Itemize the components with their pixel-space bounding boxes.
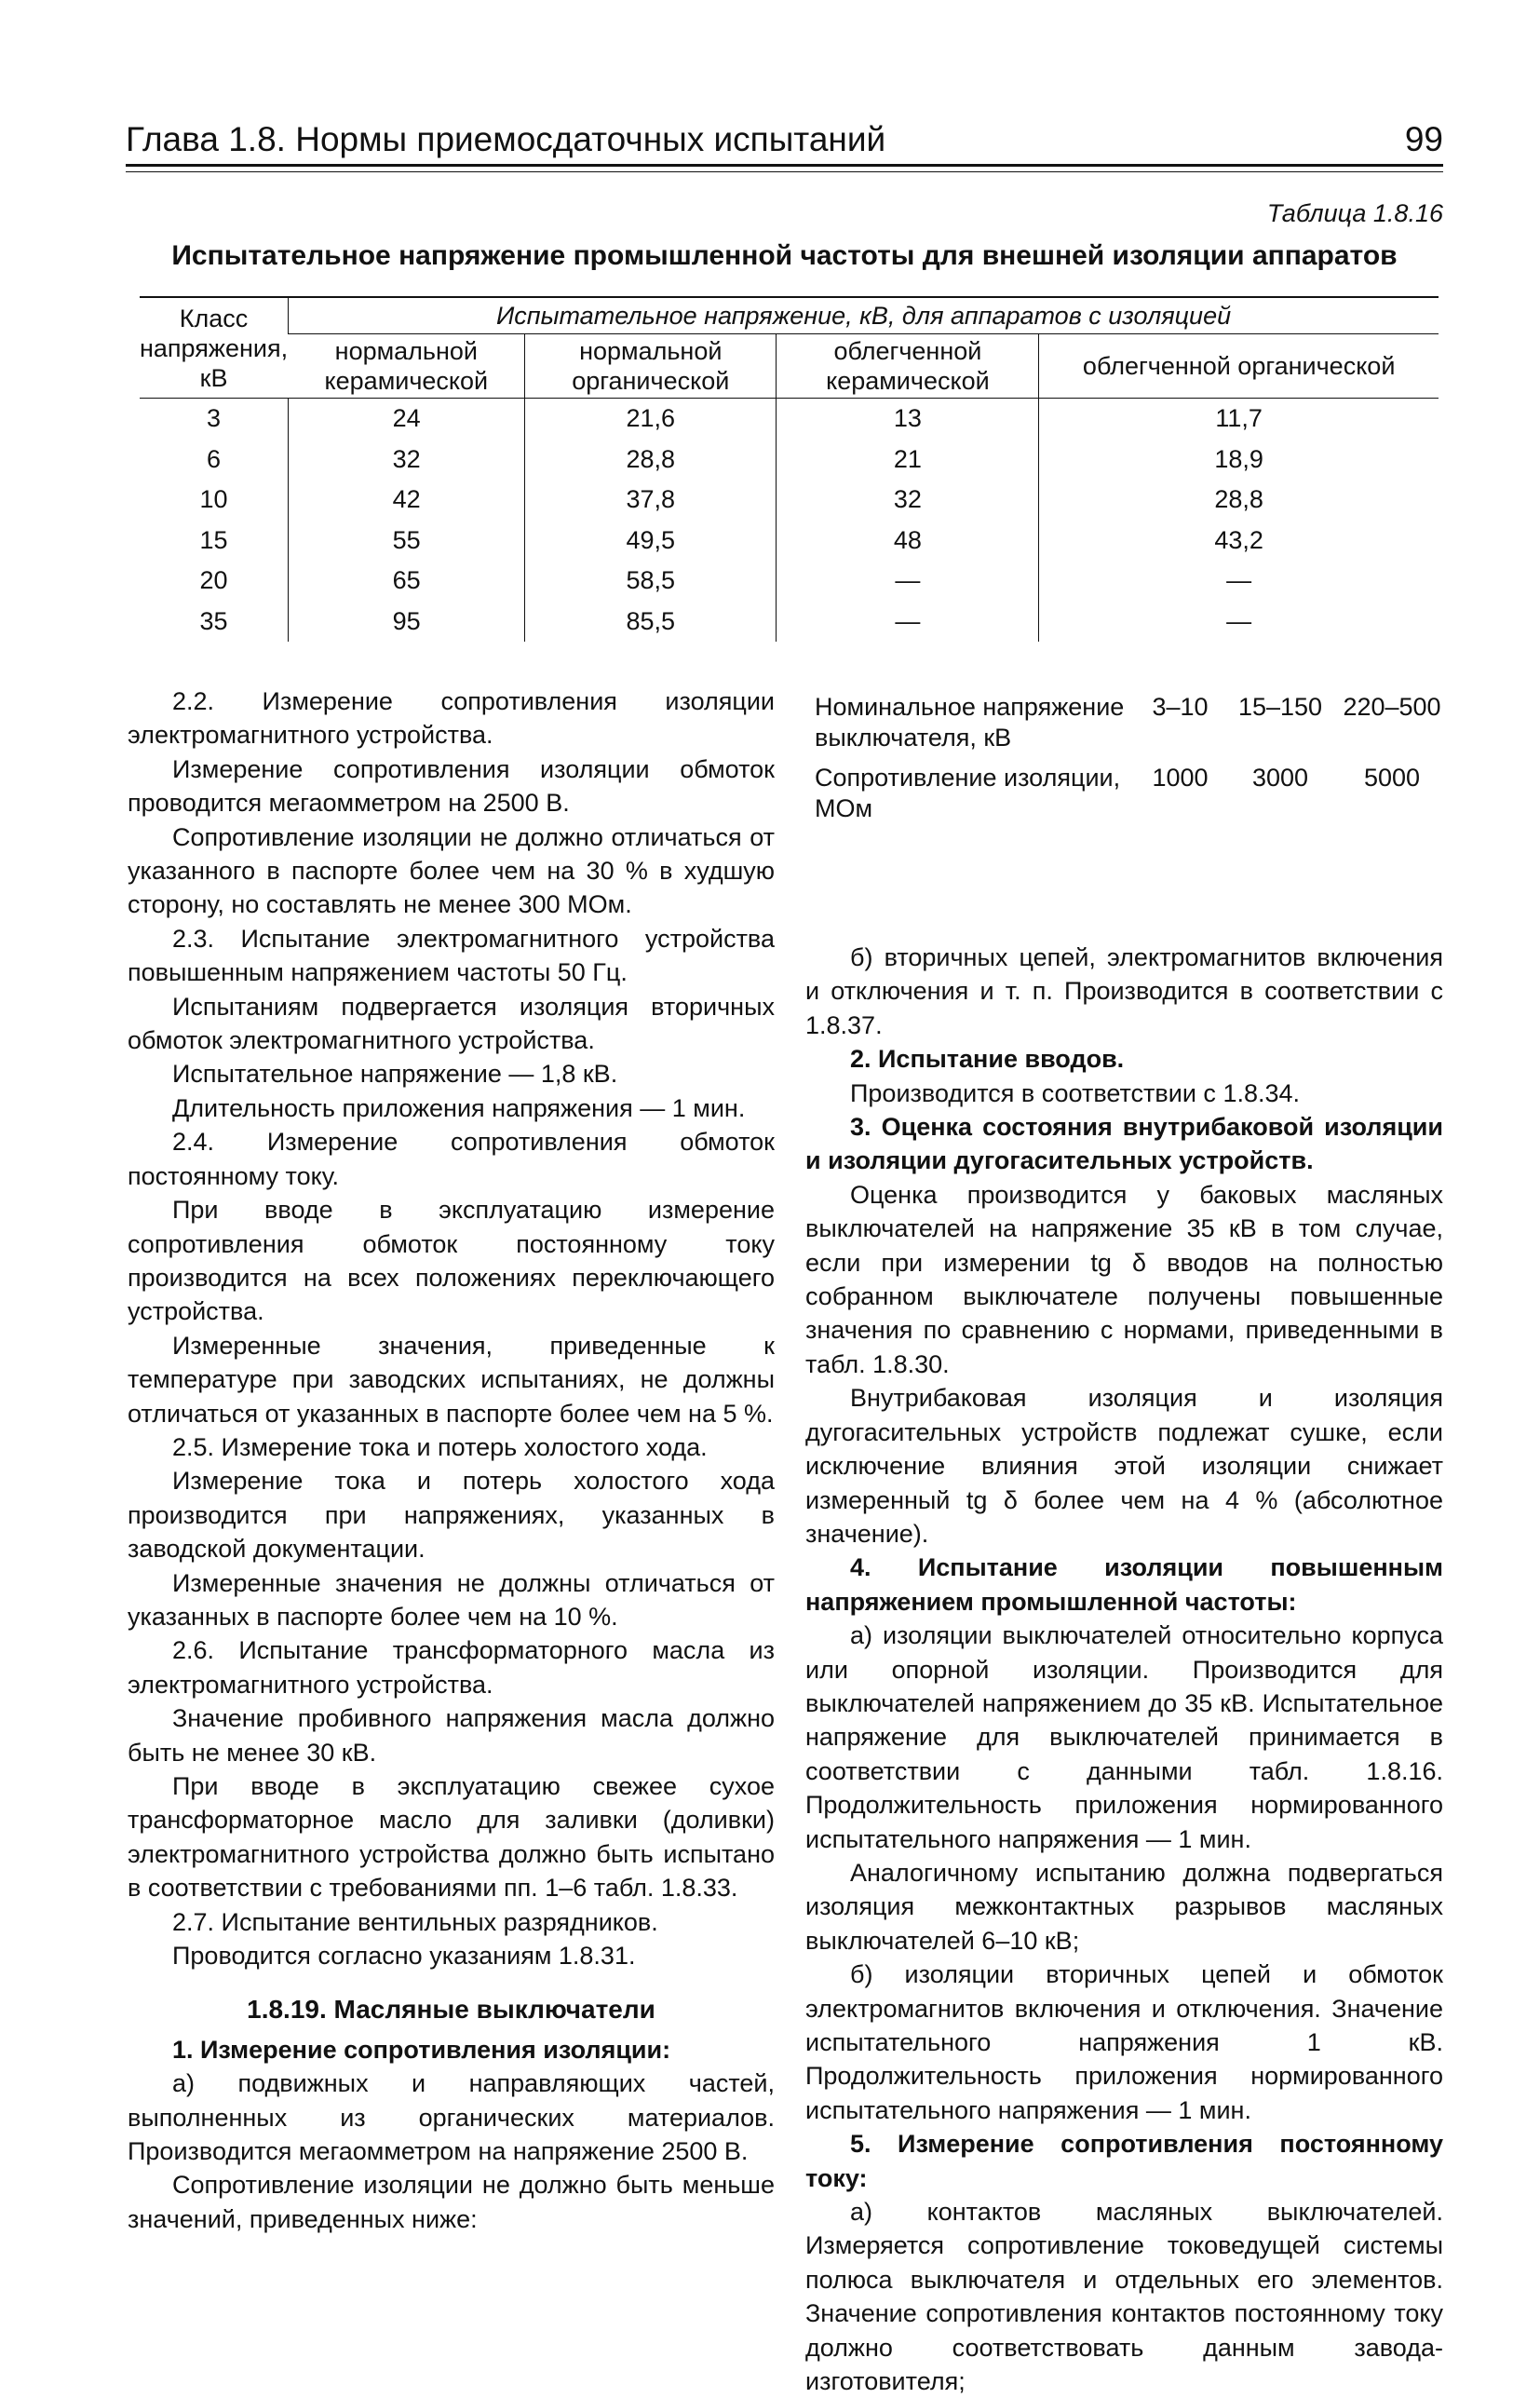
spec-label: Номинальное напряжение выключателя, кВ xyxy=(815,693,1125,752)
table-cell: 6 xyxy=(207,444,222,473)
spec-value: 5000 xyxy=(1363,764,1421,792)
paragraph: б) изоляции вторичных цепей и обмоток электромагнитов включения и отключения. Значение испытательного напряжения 1 кВ. Продолжительность приложения нормированного испытательного напряжения — 1 мин. xyxy=(805,1960,1443,2124)
spec-row xyxy=(815,692,1448,753)
table-cell: 13 xyxy=(777,399,1039,440)
table-row xyxy=(140,521,1439,562)
paragraph: 2.3. Испытание электромагнитного устройства повышенным напряжением частоты 50 Гц. xyxy=(128,924,775,987)
paragraph: Измеренные значения не должны отличаться от указанных в паспорте более чем на 10 %. xyxy=(128,1568,775,1631)
table-cell: 24 xyxy=(289,399,525,440)
table-cell: 95 xyxy=(289,602,525,643)
paragraph: 2.4. Измерение сопротивления обмоток постоянному току. xyxy=(128,1128,775,1190)
paragraph: Проводится согласно указаниям 1.8.31. xyxy=(172,1942,636,1971)
left-column xyxy=(128,684,775,2236)
insulation-resistance-table xyxy=(815,692,1448,833)
table-cell: 28,8 xyxy=(525,440,777,481)
class-header: Класс напряжения, кВ xyxy=(140,297,289,399)
test-voltage-span-header: Испытательное напряжение, кВ, для аппаратов с изоляцией xyxy=(289,297,1439,334)
table-cell: — xyxy=(777,602,1039,643)
paragraph: а) изоляции выключателей относительно корпуса или опорной изоляции. Производится для выключателей напряжением до 35 кВ. Испытательное напряжение для выключателей принимается в соответствии с данными табл. 1.8.16. Продолжительность приложения нормированного испытательного напряжения — 1 мин. xyxy=(805,1621,1443,1853)
table-cell: 32 xyxy=(289,440,525,481)
paragraph: 2.5. Измерение тока и потерь холостого хода. xyxy=(172,1432,708,1461)
table-cell: 49,5 xyxy=(525,521,777,562)
subsection-heading: 3. Оценка состояния внутрибаковой изоляции и изоляции дугогасительных устройств. xyxy=(805,1113,1443,1175)
table-row xyxy=(140,399,1439,440)
paragraph: Измерение сопротивления изоляции обмоток проводится мегаомметром на 2500 В. xyxy=(128,754,775,818)
paragraph: При вводе в эксплуатацию измерение сопротивления обмоток постоянному току производится на всех положениях переключающего устройства. xyxy=(128,1196,775,1326)
paragraph: Измеренные значения, приведенные к температуре при заводских испытаниях, не должны отличаться от указанных в паспорте более чем на 5 %. xyxy=(128,1331,775,1428)
table-cell: 21 xyxy=(777,440,1039,481)
table-row xyxy=(140,561,1439,602)
table-body xyxy=(140,399,1439,643)
subsection-heading: 1. Измерение сопротивления изоляции: xyxy=(172,2035,671,2064)
table-cell: 10 xyxy=(199,485,228,513)
table-cell: 35 xyxy=(199,606,228,635)
paragraph: 2.7. Испытание вентильных разрядников. xyxy=(172,1907,658,1936)
paragraph: Аналогичному испытанию должна подвергаться изоляция межконтактных разрывов масляных выключателей 6–10 кВ; xyxy=(805,1858,1443,1955)
paragraph: Испытаниям подвергается изоляция вторичных обмоток электромагнитного устройства. xyxy=(128,992,775,1055)
paragraph: Производится в соответствии с 1.8.34. xyxy=(850,1078,1301,1107)
spec-row xyxy=(815,763,1448,824)
table-label: Таблица 1.8.16 xyxy=(1266,199,1443,227)
paragraph: а) контактов масляных выключателей. Измеряется сопротивление токоведущей системы полюса выключателя и отдельных его элементов. Значение сопротивления контактов постоянному току должно соответствовать данным завода-изготовителя; xyxy=(805,2198,1443,2396)
header-rule-thick xyxy=(126,164,1443,167)
subsection-heading: 2. Испытание вводов. xyxy=(850,1045,1125,1074)
table-cell: 32 xyxy=(777,480,1039,521)
table-row xyxy=(140,602,1439,643)
paragraph: Сопротивление изоляции не должно отличаться от указанного в паспорте более чем на 30 % в худшую сторону, но составлять не менее 300 МОм. xyxy=(128,822,775,919)
table-cell: 11,7 xyxy=(1039,399,1439,440)
spec-value: 3–10 xyxy=(1152,693,1209,721)
paragraph: Сопротивление изоляции не должно быть меньше значений, приведенных ниже: xyxy=(128,2171,775,2233)
table-cell: — xyxy=(1039,602,1439,643)
paragraph: Внутрибаковая изоляция и изоляция дугогасительных устройств подлежат сушке, если исключение влияния этой изоляции снижает измеренный tg δ более чем на 4 % (абсолютное значение). xyxy=(805,1384,1443,1548)
table-cell: — xyxy=(777,561,1039,602)
spec-value: 220–500 xyxy=(1343,693,1441,721)
paragraph: При вводе в эксплуатацию свежее сухое трансформаторное масло для заливки (доливки) электромагнитного устройства должно быть испытано в соответствии с требованиями пп. 1–6 табл. 1.8.33. xyxy=(128,1772,775,1903)
table-cell: 85,5 xyxy=(525,602,777,643)
col-header-light-organic: облегченной органической xyxy=(1039,334,1439,399)
table-cell: 28,8 xyxy=(1039,480,1439,521)
subsection-heading: 5. Измерение сопротивления постоянному току: xyxy=(805,2130,1443,2192)
table-row xyxy=(140,440,1439,481)
table-row xyxy=(140,480,1439,521)
test-voltage-table xyxy=(140,296,1439,642)
paragraph: Значение пробивного напряжения масла должно быть не менее 30 кВ. xyxy=(128,1704,775,1767)
header-rule-thin xyxy=(126,171,1443,172)
spec-value: 15–150 xyxy=(1237,693,1323,721)
col-header-light-ceramic: облегченной керамической xyxy=(777,334,1039,399)
table-cell: 58,5 xyxy=(525,561,777,602)
table-cell: — xyxy=(1039,561,1439,602)
table-cell: 43,2 xyxy=(1039,521,1439,562)
spec-value: 3000 xyxy=(1251,764,1309,792)
table-cell: 42 xyxy=(289,480,525,521)
paragraph: Испытательное напряжение — 1,8 кВ. xyxy=(172,1060,618,1089)
table-cell: 65 xyxy=(289,561,525,602)
section-heading: 1.8.19. Масляные выключатели xyxy=(247,1995,655,2025)
col-header-normal-organic: нормальной органической xyxy=(525,334,777,399)
table-cell: 55 xyxy=(289,521,525,562)
table-cell: 18,9 xyxy=(1039,440,1439,481)
spec-value: 1000 xyxy=(1152,764,1209,792)
table-title: Испытательное напряжение промышленной частоты для внешней изоляции аппаратов xyxy=(171,240,1398,271)
running-header xyxy=(126,119,1443,160)
paragraph: Измерение тока и потерь холостого хода производится при напряжениях, указанных в заводской документации. xyxy=(128,1467,775,1564)
spec-label: Сопротивление изоляции, МОм xyxy=(815,764,1121,822)
chapter-title: Глава 1.8. Нормы приемосдаточных испытаний xyxy=(126,120,886,158)
table-cell: 37,8 xyxy=(525,480,777,521)
subsection-heading: 4. Испытание изоляции повышенным напряжением промышленной частоты: xyxy=(805,1553,1443,1616)
paragraph: б) вторичных цепей, электромагнитов включения и отключения и т. п. Производится в соответствии с 1.8.37. xyxy=(805,943,1443,1039)
table-cell: 48 xyxy=(777,521,1039,562)
table-cell: 3 xyxy=(207,404,222,432)
table-cell: 15 xyxy=(199,525,228,554)
paragraph: Длительность приложения напряжения — 1 мин. xyxy=(172,1093,746,1122)
paragraph: 2.6. Испытание трансформаторного масла из электромагнитного устройства. xyxy=(128,1636,775,1699)
table-cell: 20 xyxy=(199,566,228,594)
paragraph: 2.2. Измерение сопротивления изоляции электромагнитного устройства. xyxy=(128,687,775,750)
table-cell: 21,6 xyxy=(525,399,777,440)
col-header-normal-ceramic: нормальной керамической xyxy=(289,334,525,399)
right-column xyxy=(805,941,1443,2398)
page-number: 99 xyxy=(1404,120,1443,158)
paragraph: Оценка производится у баковых масляных выключателей на напряжение 35 кВ в том случае, если при измерении tg δ вводов на полностью собранном выключателе получены повышенные значения по сравнению с нормами, приведенными в табл. 1.8.30. xyxy=(805,1180,1443,1378)
paragraph: а) подвижных и направляющих частей, выполненных из органических материалов. Производится мегаомметром на напряжение 2500 В. xyxy=(128,2069,775,2166)
